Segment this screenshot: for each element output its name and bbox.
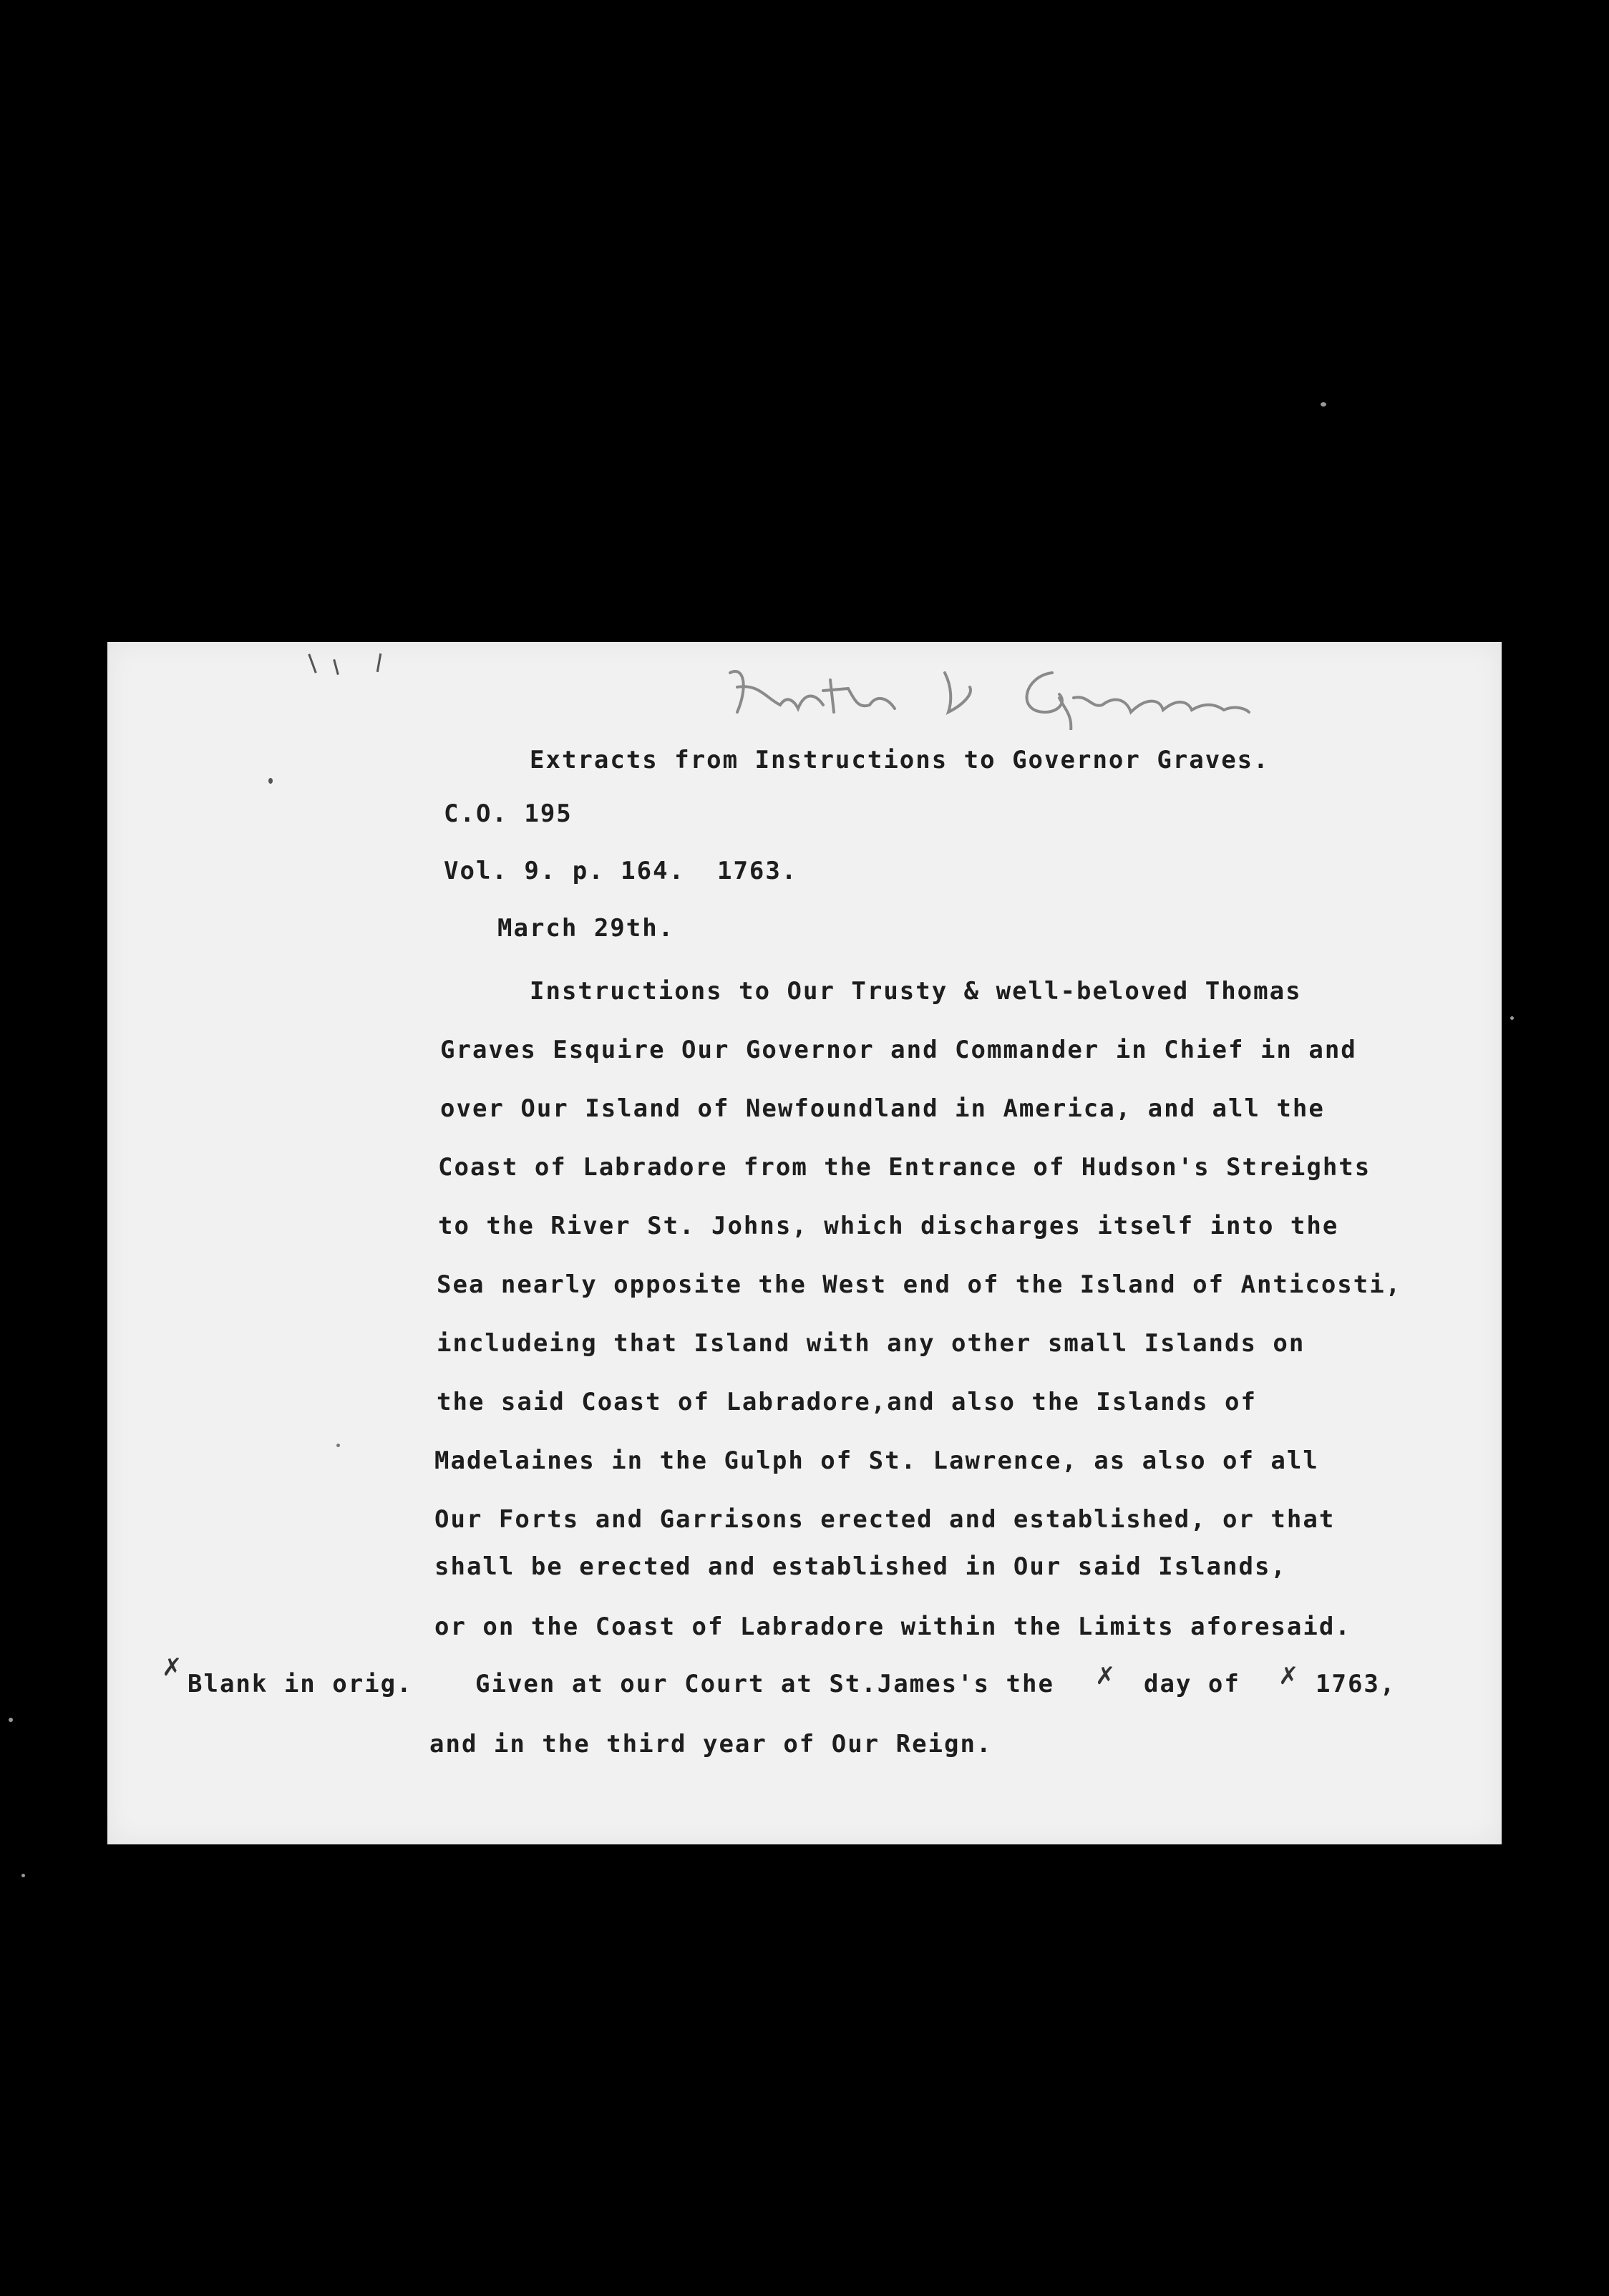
reference-line: Vol. 9. p. 164. 1763. bbox=[444, 857, 798, 885]
closing-reign: and in the third year of Our Reign. bbox=[429, 1730, 993, 1759]
blank-marker: ✗ bbox=[1278, 1662, 1299, 1691]
body-line: Graves Esquire Our Governor and Commander in Chief in and bbox=[440, 1036, 1357, 1064]
document-heading: Extracts from Instructions to Governor Graves. bbox=[530, 746, 1270, 774]
body-line: to the River St. Johns, which discharges itself into the bbox=[438, 1212, 1339, 1240]
handwritten-annotation bbox=[716, 644, 1288, 730]
body-line: or on the Coast of Labradore within the Limits aforesaid. bbox=[434, 1612, 1351, 1641]
dust-speck bbox=[268, 778, 273, 784]
pen-tick bbox=[376, 653, 381, 672]
body-line: Madelaines in the Gulph of St. Lawrence, as also of all bbox=[434, 1446, 1319, 1475]
dust-speck bbox=[9, 1718, 13, 1722]
body-line: shall be erected and established in Our said Islands, bbox=[434, 1552, 1287, 1581]
closing-year: 1763, bbox=[1316, 1670, 1396, 1698]
dust-speck bbox=[1510, 1016, 1514, 1020]
body-line: Instructions to Our Trusty & well-beloved Thomas bbox=[530, 977, 1302, 1006]
margin-marker: ✗ bbox=[162, 1653, 183, 1682]
body-line: includeing that Island with any other small Islands on bbox=[437, 1329, 1306, 1358]
body-line: Our Forts and Garrisons erected and established, or that bbox=[434, 1505, 1336, 1534]
closing-given: Given at our Court at St.James's the bbox=[475, 1670, 1054, 1698]
dust-speck bbox=[1321, 402, 1326, 407]
pen-tick bbox=[333, 659, 339, 675]
body-line: the said Coast of Labradore,and also the Islands of bbox=[437, 1388, 1257, 1416]
body-line: Sea nearly opposite the West end of the Island of Anticosti, bbox=[437, 1270, 1402, 1299]
dust-speck bbox=[336, 1444, 340, 1447]
blank-marker: ✗ bbox=[1095, 1662, 1116, 1691]
pen-tick bbox=[308, 653, 316, 673]
date-line: March 29th. bbox=[497, 914, 675, 943]
dust-speck bbox=[21, 1874, 25, 1877]
body-line: Coast of Labradore from the Entrance of Hudson's Streights bbox=[438, 1153, 1371, 1182]
closing-day-of: day of bbox=[1144, 1670, 1240, 1698]
reference-line: C.O. 195 bbox=[444, 799, 573, 828]
margin-note: Blank in orig. bbox=[188, 1670, 413, 1698]
body-line: over Our Island of Newfoundland in America, and all the bbox=[440, 1094, 1325, 1123]
